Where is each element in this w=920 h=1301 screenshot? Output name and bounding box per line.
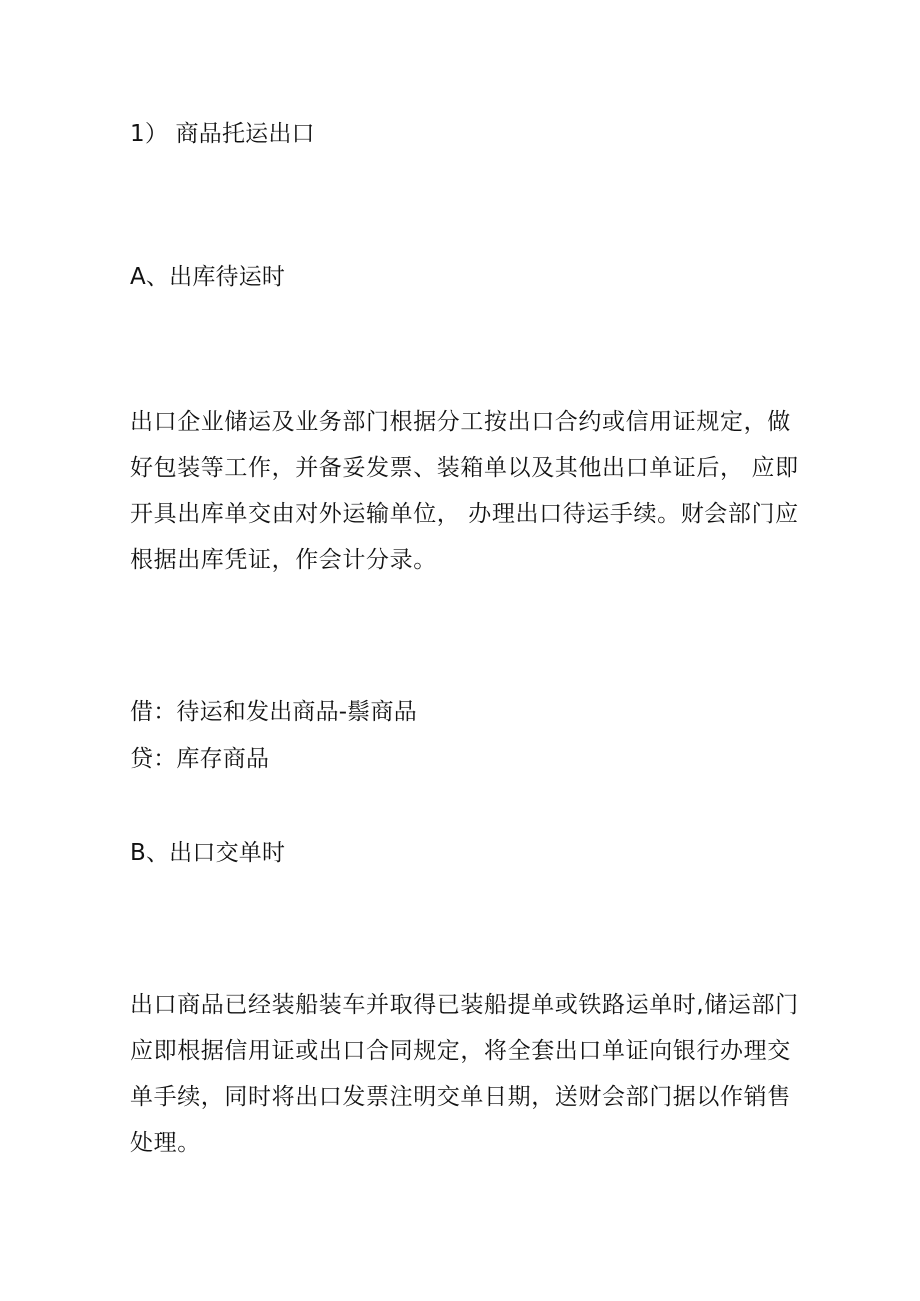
paragraph-line: 出口企业储运及业务部门根据分工按出口合约或信用证规定，做: [130, 409, 791, 435]
section-heading-1: 1） 商品托运出口: [130, 121, 315, 147]
paragraph-document-submission: [130, 982, 799, 1166]
journal-entry-credit: 贷：库存商品: [130, 746, 270, 772]
section-heading-b: B、出口交单时: [130, 840, 286, 866]
paragraph-line: 应即根据信用证或出口合同规定，将全套出口单证向银行办理交: [130, 1038, 791, 1064]
paragraph-line: 开具出库单交由对外运输单位， 办理出口待运手续。财会部门应: [130, 501, 799, 527]
paragraph-line: 根据出库凭证，作会计分录。: [130, 547, 437, 573]
paragraph-line: 单手续，同时将出口发票注明交单日期，送财会部门据以作销售: [130, 1084, 791, 1110]
section-heading-a: A、出库待运时: [130, 264, 286, 290]
paragraph-line: 好包装等工作，并备妥发票、装箱单以及其他出口单证后， 应即: [130, 455, 799, 481]
journal-entry-debit: 借：待运和发出商品-鬃商品: [130, 699, 417, 725]
paragraph-line: 处理。: [130, 1130, 201, 1156]
paragraph-outbound-pending: [130, 399, 799, 583]
paragraph-line: 出口商品已经装船装车并取得已装船提单或铁路运单时,储运部门: [130, 992, 799, 1018]
